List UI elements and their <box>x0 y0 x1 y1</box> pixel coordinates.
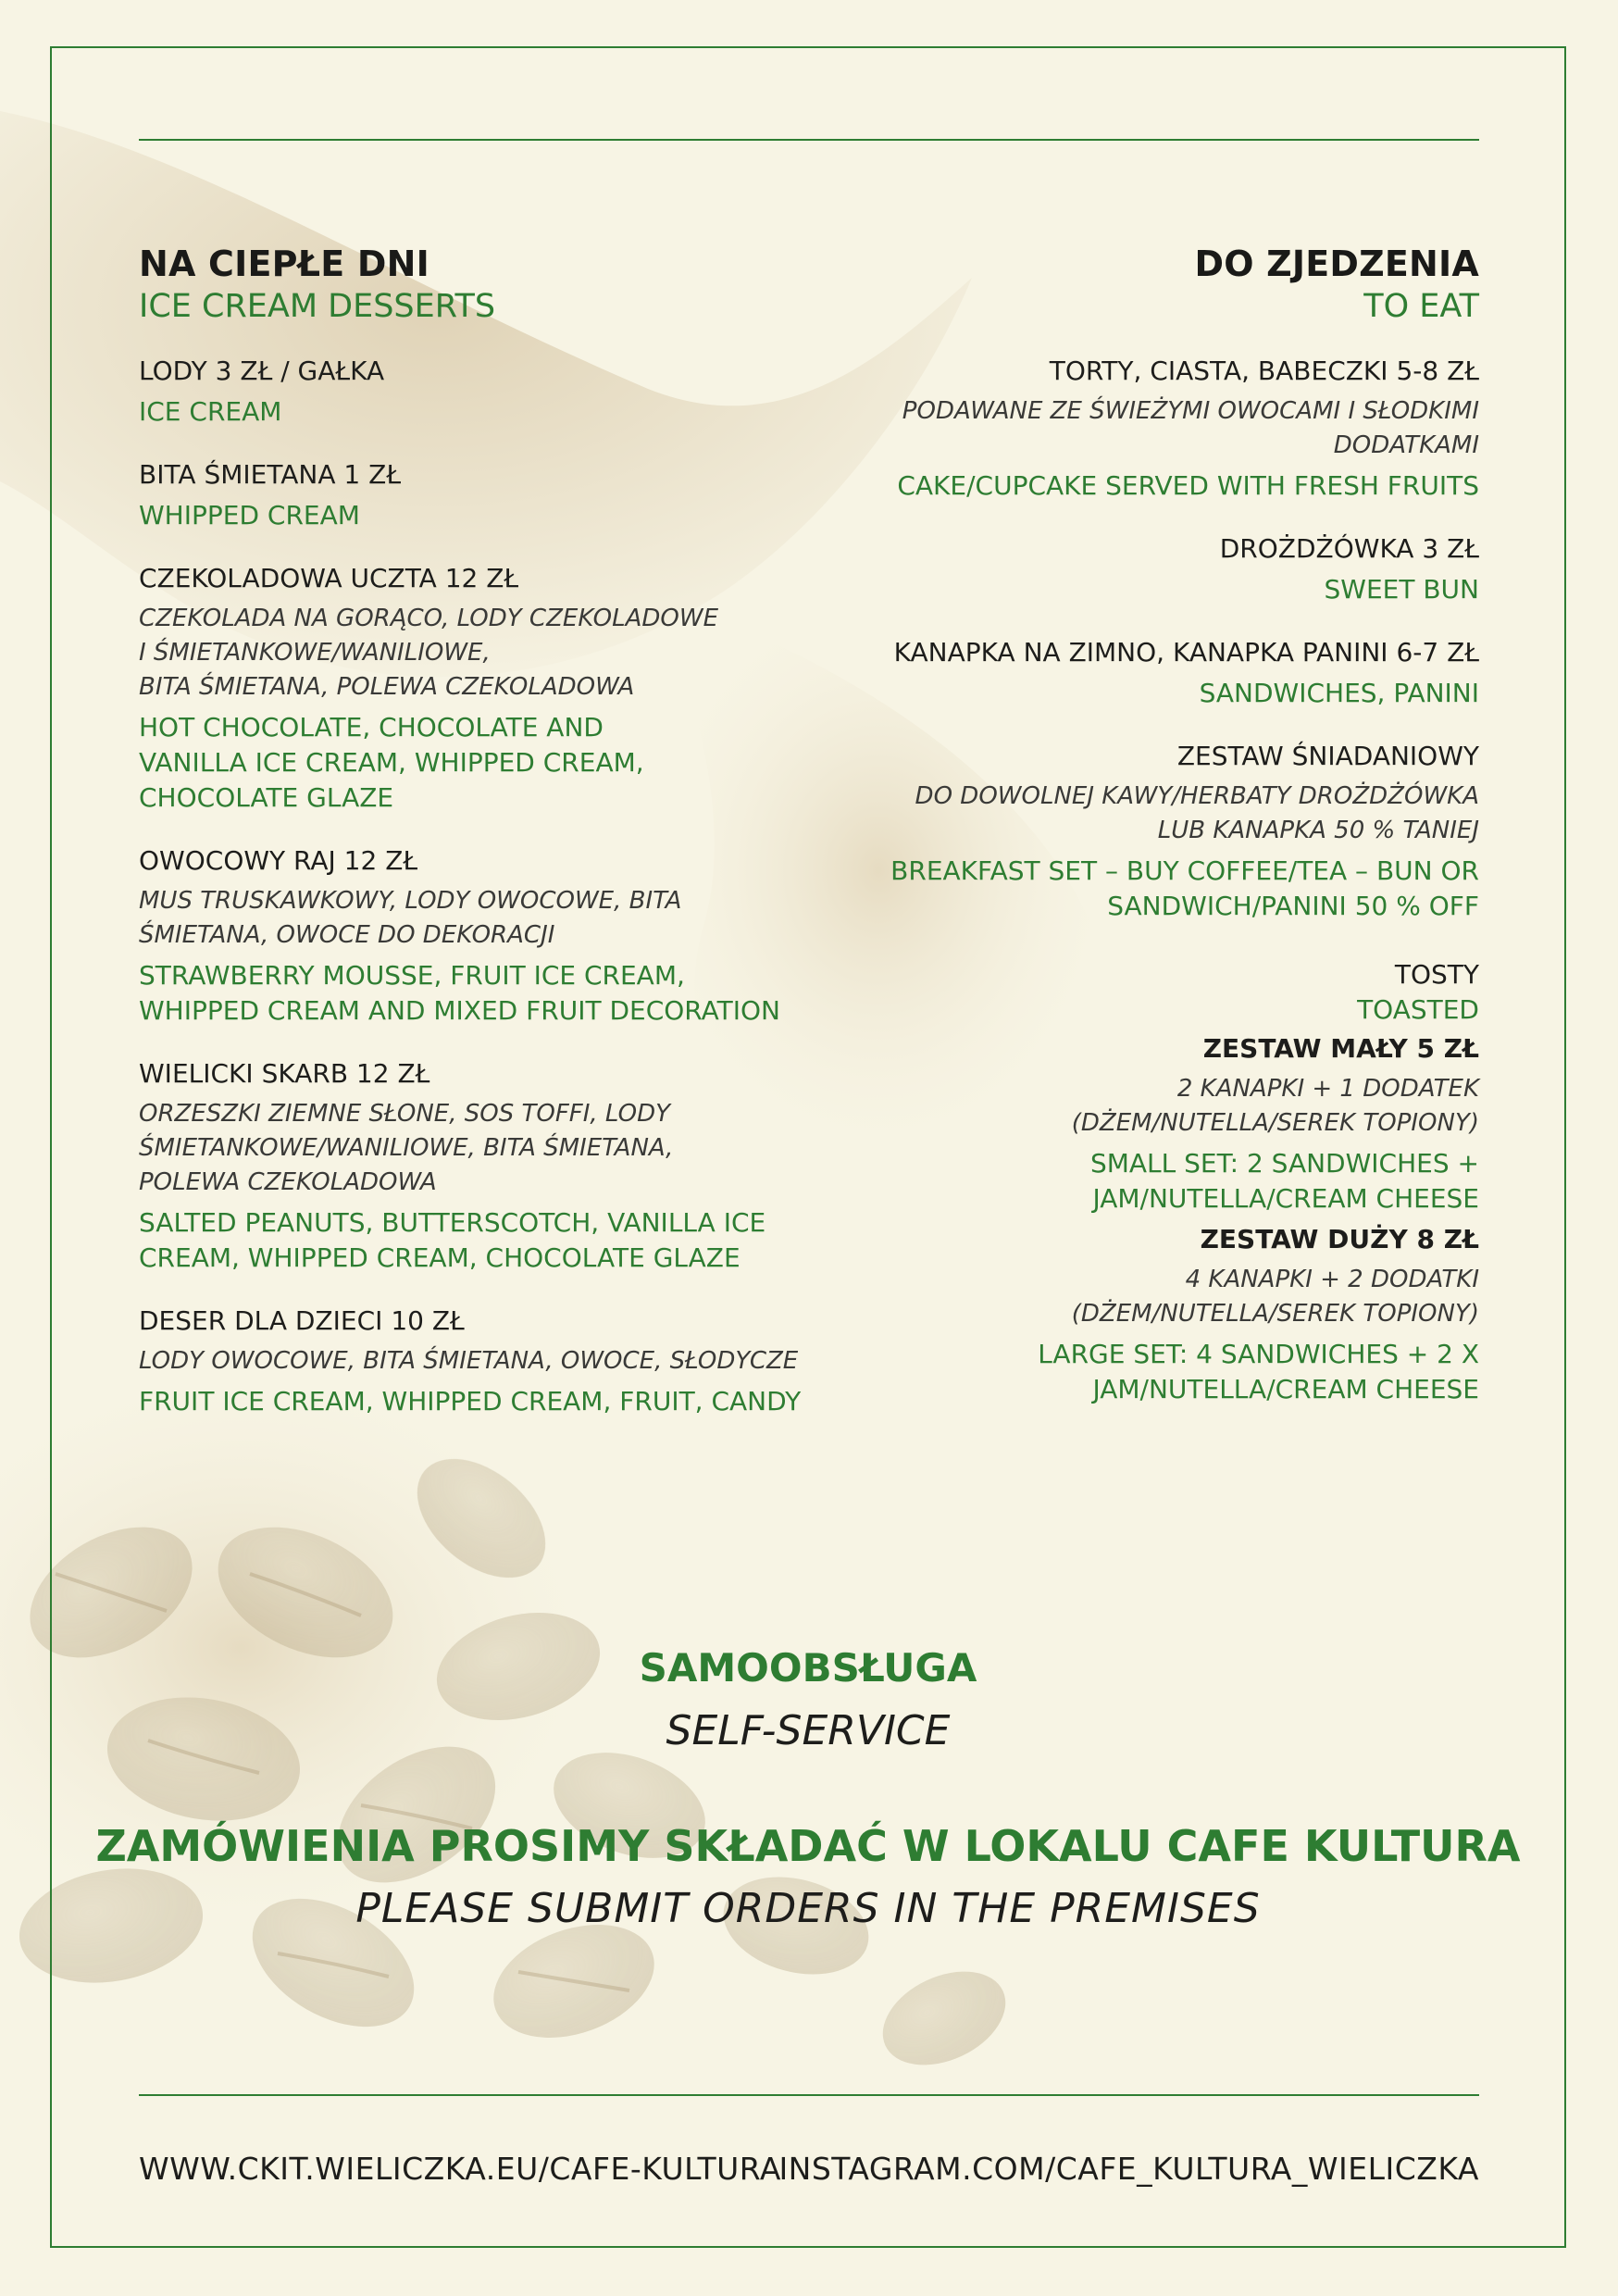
menu-item-wielicki-skarb <box>139 1056 842 1276</box>
menu-item-name: DESER DLA DZIECI 10 ZŁ <box>139 1305 465 1336</box>
menu-group-name: TOSTY <box>1394 959 1479 990</box>
english-line: JAM/NUTELLA/CREAM CHEESE <box>1092 1374 1479 1404</box>
to-eat-section <box>815 243 1479 1407</box>
english-line: SANDWICHES, PANINI <box>1199 678 1479 708</box>
menu-item-name: WIELICKI SKARB 12 ZŁ <box>139 1058 430 1089</box>
menu-item-name: BITA ŚMIETANA 1 ZŁ <box>139 459 402 490</box>
menu-item-english <box>139 394 842 430</box>
menu-item-polish-description <box>815 1263 1479 1331</box>
menu-item-ice-cream <box>139 354 842 430</box>
english-line: SALTED PEANUTS, BUTTERSCOTCH, VANILLA ICE <box>139 1207 766 1238</box>
menu-item-name: DROŻDŻÓWKA 3 ZŁ <box>1219 533 1479 564</box>
menu-item-name: ZESTAW MAŁY 5 ZŁ <box>1202 1033 1479 1064</box>
menu-item-name: LODY 3 ZŁ / GAŁKA <box>139 356 385 386</box>
menu-item-polish-description <box>815 394 1479 463</box>
polish-line: ORZESZKI ZIEMNE SŁONE, SOS TOFFI, LODY <box>139 1100 670 1128</box>
polish-line: LUB KANAPKA 50 % TANIEJ <box>1157 817 1479 844</box>
bottom-divider <box>139 2094 1479 2096</box>
english-line: VANILLA ICE CREAM, WHIPPED CREAM, <box>139 747 644 778</box>
menu-item-czekoladowa-uczta <box>139 561 842 816</box>
ice-cream-desserts-section <box>139 243 842 1447</box>
self-service-heading: SAMOOBSŁUGA <box>639 1645 977 1691</box>
menu-item-name: ZESTAW ŚNIADANIOWY <box>1176 741 1479 771</box>
instagram-link[interactable]: INSTAGRAM.COM/CAFE_KULTURA_WIELICZKA <box>778 2151 1479 2187</box>
english-line: SWEET BUN <box>1324 574 1479 605</box>
menu-item-kanapka <box>815 635 1479 711</box>
english-line: SANDWICH/PANINI 50 % OFF <box>1107 891 1479 921</box>
english-line: LARGE SET: 4 SANDWICHES + 2 X <box>1038 1339 1479 1369</box>
menu-item-whipped-cream <box>139 457 842 533</box>
polish-line: (DŻEM/NUTELLA/SEREK TOPIONY) <box>1071 1300 1479 1328</box>
english-line: CAKE/CUPCAKE SERVED WITH FRESH FRUITS <box>897 470 1479 501</box>
english-line: HOT CHOCOLATE, CHOCOLATE AND <box>139 712 604 742</box>
menu-item-english <box>139 958 842 1029</box>
menu-item-english <box>139 1205 842 1276</box>
english-line: WHIPPED CREAM <box>139 500 360 530</box>
polish-line: (DŻEM/NUTELLA/SEREK TOPIONY) <box>1071 1109 1479 1137</box>
menu-item-polish-description <box>139 1344 842 1379</box>
menu-item-english <box>815 1337 1479 1407</box>
polish-line: CZEKOLADA NA GORĄCO, LODY CZEKOLADOWE <box>139 605 719 632</box>
tosty-set-small <box>815 1031 1479 1217</box>
section-title-en: TO EAT <box>1363 288 1479 325</box>
menu-item-english <box>815 1146 1479 1217</box>
menu-item-name: TORTY, CIASTA, BABECZKI 5-8 ZŁ <box>1049 356 1479 386</box>
menu-item-english <box>815 676 1479 711</box>
section-title-pl: NA CIEPŁE DNI <box>139 243 429 284</box>
polish-line: MUS TRUSKAWKOWY, LODY OWOCOWE, BITA <box>139 887 682 915</box>
menu-item-drozdzowka <box>815 531 1479 607</box>
menu-item-polish-description <box>139 1097 842 1200</box>
menu-item-polish-description <box>139 602 842 705</box>
tosty-set-large <box>815 1222 1479 1407</box>
polish-line: POLEWA CZEKOLADOWA <box>139 1168 437 1196</box>
english-line: SMALL SET: 2 SANDWICHES + <box>1089 1148 1479 1179</box>
polish-line: 2 KANAPKI + 1 DODATEK <box>1176 1075 1479 1103</box>
menu-item-english <box>815 854 1479 924</box>
english-line: FRUIT ICE CREAM, WHIPPED CREAM, FRUIT, CANDY <box>139 1386 802 1416</box>
menu-item-polish-description <box>815 780 1479 848</box>
polish-line: DODATKAMI <box>1333 431 1479 459</box>
menu-item-polish-description <box>815 1072 1479 1141</box>
order-notice-subheading: PLEASE SUBMIT ORDERS IN THE PREMISES <box>355 1885 1261 1932</box>
menu-item-name: ZESTAW DUŻY 8 ZŁ <box>1200 1224 1479 1254</box>
polish-line: BITA ŚMIETANA, POLEWA CZEKOLADOWA <box>139 673 635 701</box>
english-line: STRAWBERRY MOUSSE, FRUIT ICE CREAM, <box>139 960 685 991</box>
menu-item-owocowy-raj <box>139 843 842 1029</box>
menu-item-english <box>815 572 1479 607</box>
menu-item-deser-dla-dzieci <box>139 1304 842 1419</box>
polish-line: PODAWANE ZE ŚWIEŻYMI OWOCAMI I SŁODKIMI <box>902 397 1479 425</box>
menu-item-english <box>139 710 842 816</box>
menu-group-english: TOASTED <box>1357 994 1479 1025</box>
self-service-subheading: SELF-SERVICE <box>666 1707 951 1754</box>
english-line: CREAM, WHIPPED CREAM, CHOCOLATE GLAZE <box>139 1242 741 1273</box>
order-notice-heading: ZAMÓWIENIA PROSIMY SKŁADAĆ W LOKALU CAFE KULTURA <box>95 1821 1521 1871</box>
english-line: JAM/NUTELLA/CREAM CHEESE <box>1092 1183 1479 1214</box>
menu-item-zestaw-sniadaniowy <box>815 739 1479 924</box>
top-divider <box>139 139 1479 141</box>
menu-item-english <box>815 468 1479 504</box>
section-title-en: ICE CREAM DESSERTS <box>139 288 496 325</box>
polish-line: ŚMIETANA, OWOCE DO DEKORACJI <box>139 921 555 949</box>
polish-line: ŚMIETANKOWE/WANILIOWE, BITA ŚMIETANA, <box>139 1134 674 1162</box>
menu-group-tosty <box>815 957 1479 1407</box>
english-line: ICE CREAM <box>139 396 282 427</box>
menu-item-name: CZEKOLADOWA UCZTA 12 ZŁ <box>139 563 519 593</box>
polish-line: LODY OWOCOWE, BITA ŚMIETANA, OWOCE, SŁODYCZE <box>139 1347 799 1375</box>
menu-item-name: KANAPKA NA ZIMNO, KANAPKA PANINI 6-7 ZŁ <box>893 637 1479 668</box>
website-link[interactable]: WWW.CKIT.WIELICZKA.EU/CAFE-KULTURA <box>139 2151 781 2187</box>
section-title-pl: DO ZJEDZENIA <box>1194 243 1479 284</box>
menu-item-name: OWOCOWY RAJ 12 ZŁ <box>139 845 418 876</box>
menu-item-english <box>139 1384 842 1419</box>
polish-line: DO DOWOLNEJ KAWY/HERBATY DROŻDŻÓWKA <box>915 782 1479 810</box>
menu-item-torty-ciasta <box>815 354 1479 504</box>
menu-item-polish-description <box>139 884 842 953</box>
english-line: CHOCOLATE GLAZE <box>139 782 394 813</box>
english-line: BREAKFAST SET – BUY COFFEE/TEA – BUN OR <box>890 855 1479 886</box>
menu-item-english <box>139 498 842 533</box>
polish-line: I ŚMIETANKOWE/WANILIOWE, <box>139 639 491 667</box>
polish-line: 4 KANAPKI + 2 DODATKI <box>1185 1266 1479 1293</box>
english-line: WHIPPED CREAM AND MIXED FRUIT DECORATION <box>139 995 780 1026</box>
